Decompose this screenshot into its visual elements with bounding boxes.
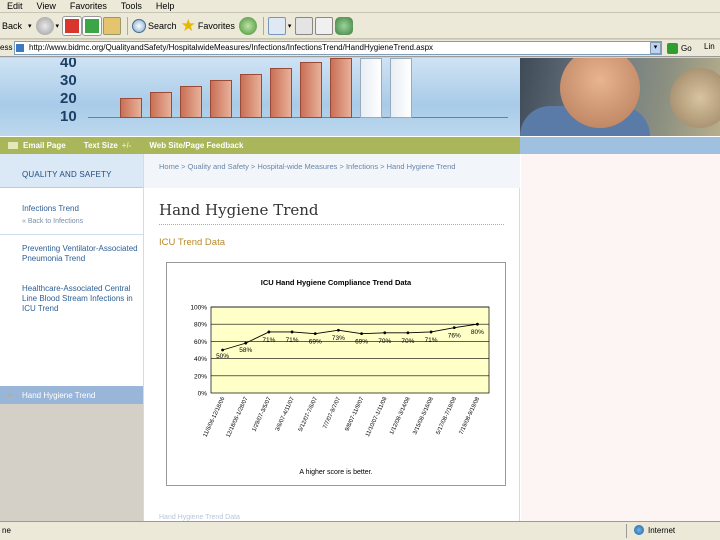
envelope-icon xyxy=(8,142,18,149)
page-icon xyxy=(16,44,24,52)
history-icon[interactable] xyxy=(239,17,257,35)
data-point xyxy=(383,331,386,334)
header-blue-strip xyxy=(520,137,720,154)
banner-bar xyxy=(240,74,262,118)
data-point xyxy=(476,323,479,326)
banner-bar xyxy=(210,80,232,118)
address-label: ess xyxy=(0,43,13,52)
data-label: 70% xyxy=(401,337,415,345)
banner-y-label: 10 xyxy=(60,108,77,125)
sidebar-item-label: Hand Hygiene Trend xyxy=(22,391,96,400)
banner-bar xyxy=(120,98,142,118)
x-tick-label: 11/6/06-12/18/06 xyxy=(202,396,227,439)
hand-hygiene-chart xyxy=(167,263,505,485)
page-viewport xyxy=(0,58,720,521)
menu-tools[interactable]: Tools xyxy=(120,1,142,11)
data-label: 70% xyxy=(378,337,392,345)
data-label: 71% xyxy=(424,336,438,344)
x-tick-label: 9/8/07-11/9/07 xyxy=(344,396,366,433)
sidebar-header: QUALITY AND SAFETY xyxy=(0,154,143,188)
data-label: 58% xyxy=(239,347,253,355)
menu-favorites[interactable]: Favorites xyxy=(69,1,107,11)
double-chevron-icon: » xyxy=(8,390,13,399)
chart-title: ICU Hand Hygiene Compliance Trend Data xyxy=(260,278,412,287)
data-label: 76% xyxy=(447,332,461,340)
y-tick-label: 80% xyxy=(193,321,207,329)
sidebar xyxy=(0,154,143,521)
menu-bar xyxy=(0,0,720,13)
refresh-icon[interactable] xyxy=(83,17,101,35)
zone-label: Internet xyxy=(648,525,676,535)
x-tick-label: 3/15/08-5/16/08 xyxy=(412,396,435,436)
data-point xyxy=(453,326,456,329)
data-point xyxy=(291,331,294,334)
menu-help[interactable]: Help xyxy=(155,1,175,11)
globe-icon xyxy=(634,525,644,535)
text-size-control[interactable] xyxy=(84,141,132,150)
address-bar xyxy=(0,40,720,57)
sidebar-item-infections-trend[interactable]: Infections Trend xyxy=(22,204,79,213)
feedback-link[interactable] xyxy=(149,141,243,150)
toolbar-separator xyxy=(127,17,128,35)
status-text: ne xyxy=(2,526,11,535)
utility-bar xyxy=(0,137,520,154)
email-page-link[interactable] xyxy=(8,141,66,150)
menu-edit[interactable]: Edit xyxy=(7,1,23,11)
y-tick-label: 0% xyxy=(197,390,207,398)
x-tick-label: 11/10/07-1/11/08 xyxy=(364,396,389,438)
links-button[interactable]: Lin xyxy=(704,42,715,51)
data-point xyxy=(407,331,410,334)
x-tick-label: 1/29/07-3/5/07 xyxy=(251,396,273,433)
search-button[interactable] xyxy=(132,15,177,37)
main-content xyxy=(143,154,520,521)
email-page-label: Email Page xyxy=(23,141,66,150)
x-tick-label: 3/6/07-4/11/07 xyxy=(274,396,296,433)
mail-icon[interactable] xyxy=(268,17,286,35)
data-point xyxy=(360,332,363,335)
banner-y-label: 30 xyxy=(60,72,77,89)
status-bar xyxy=(0,521,720,540)
edit-icon[interactable] xyxy=(315,17,333,35)
data-point xyxy=(337,329,340,332)
go-label: Go xyxy=(681,43,692,53)
back-button[interactable] xyxy=(2,15,32,37)
sidebar-divider xyxy=(0,234,143,235)
sidebar-item-clabsi-trend[interactable]: Healthcare-Associated Central Line Blood Stream Infections in ICU Trend xyxy=(22,284,133,313)
y-tick-label: 100% xyxy=(190,304,207,312)
search-icon xyxy=(132,19,146,33)
feedback-label: Web Site/Page Feedback xyxy=(149,141,244,150)
x-tick-label: 5/17/08-7/19/08 xyxy=(435,396,459,436)
y-tick-label: 20% xyxy=(193,373,207,381)
x-axis xyxy=(203,396,482,438)
breadcrumb[interactable]: Home > Quality and Safety > Hospital-wide Measures > Infections > Hand Hygiene Trend xyxy=(144,154,520,188)
banner-y-label: 20 xyxy=(60,90,77,107)
back-to-infections-link[interactable]: « Back to Infections xyxy=(22,218,84,225)
go-arrow-icon xyxy=(667,43,678,54)
title-divider xyxy=(159,224,504,225)
x-tick-label: 12/18/06-1/28/07 xyxy=(225,396,250,439)
data-label: 50% xyxy=(216,353,230,360)
menu-view[interactable]: View xyxy=(36,1,56,11)
toolbar-separator xyxy=(263,17,264,35)
data-label: 69% xyxy=(355,338,369,346)
url-input[interactable]: http://www.bidmc.org/QualityandSafety/HospitalwideMeasures/Infections/InfectionsTrend/HandHygieneTrend.aspx xyxy=(14,41,662,55)
y-tick-label: 60% xyxy=(193,338,207,346)
right-panel xyxy=(521,154,720,521)
header-photo xyxy=(520,58,720,136)
status-separator xyxy=(626,524,627,538)
print-icon[interactable] xyxy=(295,17,313,35)
data-point xyxy=(314,332,317,335)
x-tick-label: 7/7/07-9/7/07 xyxy=(322,396,343,430)
browser-toolbar xyxy=(0,13,720,39)
data-label: 71% xyxy=(262,336,276,344)
header-banner xyxy=(0,58,520,136)
data-point xyxy=(268,331,271,334)
data-label: 80% xyxy=(470,329,484,337)
stop-icon[interactable] xyxy=(63,17,81,35)
data-label: 73% xyxy=(331,335,345,343)
banner-bar xyxy=(300,62,322,118)
sidebar-item-hand-hygiene-trend[interactable] xyxy=(0,386,143,404)
y-tick-label: 40% xyxy=(193,356,207,364)
chevron-down-icon[interactable]: ▾ xyxy=(55,22,60,30)
page-title: Hand Hygiene Trend xyxy=(159,201,319,219)
back-label: Back xyxy=(2,20,23,31)
security-zone xyxy=(634,525,675,535)
favorites-label: Favorites xyxy=(197,20,235,31)
home-icon[interactable] xyxy=(103,17,121,35)
messenger-icon[interactable] xyxy=(335,17,353,35)
chart-container xyxy=(166,262,506,486)
chevron-down-icon[interactable]: ▾ xyxy=(287,22,292,30)
banner-bar xyxy=(330,58,352,118)
x-tick-label: 1/12/08-3/14/08 xyxy=(389,396,412,436)
y-axis xyxy=(190,305,207,398)
banner-bar xyxy=(270,68,292,118)
photo-face xyxy=(670,68,720,128)
x-tick-label: 5/12/07-7/6/07 xyxy=(297,396,320,433)
star-icon: ★ xyxy=(180,16,196,35)
data-point xyxy=(244,342,247,345)
x-axis-label: A higher score is better. xyxy=(299,469,373,476)
banner-bar xyxy=(180,86,202,118)
forward-arrow-icon xyxy=(36,17,54,35)
data-label: 69% xyxy=(308,338,322,346)
forward-button[interactable] xyxy=(36,15,60,37)
section-title: ICU Trend Data xyxy=(159,237,225,248)
x-tick-label: 7/19/08-9/19/08 xyxy=(458,396,482,436)
favorites-button[interactable] xyxy=(181,15,235,37)
data-point xyxy=(221,349,224,352)
section-title-partial: Hand Hygiene Trend Data xyxy=(159,514,240,521)
plot-area xyxy=(211,307,489,393)
text-size-toggle[interactable]: +/- xyxy=(121,141,132,150)
banner-bar xyxy=(150,92,172,118)
go-button[interactable] xyxy=(667,41,692,55)
address-dropdown-button[interactable]: ▾ xyxy=(650,42,661,54)
text-size-label: Text Size xyxy=(83,141,118,150)
search-label: Search xyxy=(148,20,177,31)
sidebar-item-vap-trend[interactable]: Preventing Ventilator-Associated Pneumonia Trend xyxy=(22,244,138,263)
data-point xyxy=(430,331,433,334)
chevron-down-icon[interactable]: ▾ xyxy=(28,22,32,30)
sidebar-filler xyxy=(0,404,143,521)
data-label: 71% xyxy=(285,336,299,344)
banner-y-label: 40 xyxy=(60,58,77,71)
